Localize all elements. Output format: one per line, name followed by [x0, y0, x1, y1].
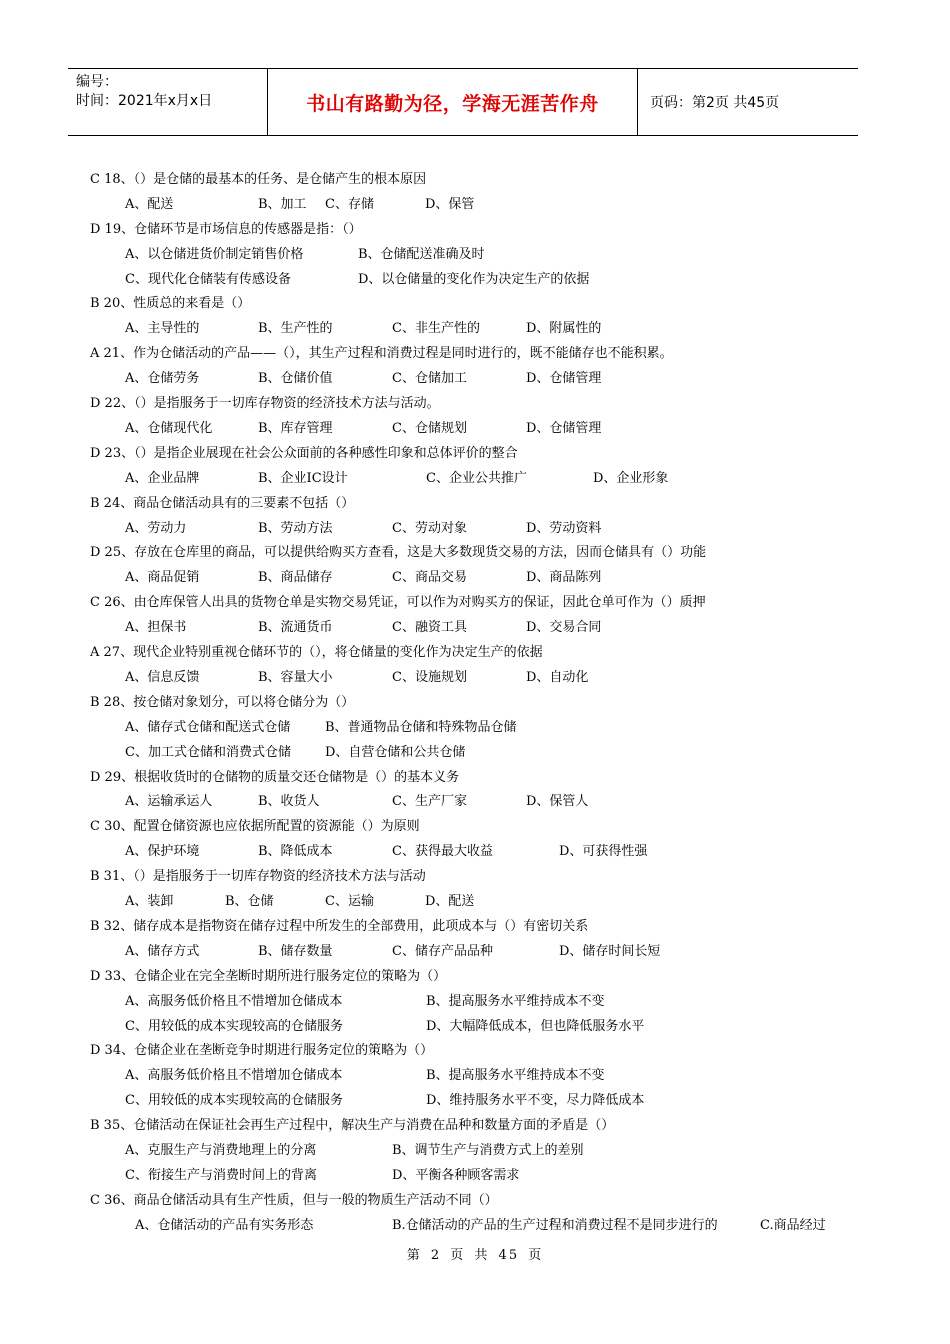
answer-option: A、担保书 [125, 620, 187, 636]
answer-option: A、装卸 [125, 894, 174, 910]
option-row [90, 367, 850, 392]
answer-option: A、仓储劳务 [125, 371, 200, 387]
answer-option: D、储存时间长短 [559, 943, 661, 959]
answer-option: A、配送 [125, 196, 174, 212]
answer-option: C、劳动对象 [392, 520, 467, 536]
answer-option: D、自营仓储和公共仓储 [325, 744, 466, 760]
question-stem: D 34、仓储企业在垄断竞争时期进行服务定位的策略为（） [90, 1043, 434, 1059]
option-row [90, 1015, 850, 1040]
answer-option: A、高服务低价格且不惜增加仓储成本 [125, 993, 343, 1009]
answer-option: B、库存管理 [258, 420, 333, 436]
option-row [90, 890, 850, 915]
answer-option: A、克服生产与消费地理上的分离 [125, 1143, 317, 1159]
footer-page-number: 第 2 页 共 45 页 [406, 1248, 544, 1263]
question-list [90, 168, 850, 1239]
answer-option: B、商品储存 [258, 570, 333, 586]
question-stem: C 26、由仓库保管人出具的货物仓单是实物交易凭证，可以作为对购买方的保证，因此仓单可作为（）质押 [90, 595, 706, 611]
option-row [90, 716, 850, 741]
answer-option: C、储存产品品种 [392, 943, 493, 959]
option-row [90, 517, 850, 542]
answer-option: D、商品陈列 [526, 570, 602, 586]
answer-option: D、平衡各种顾客需求 [392, 1167, 520, 1183]
answer-option: A、仓储现代化 [125, 420, 213, 436]
answer-option: A、储存式仓储和配送式仓储 [125, 719, 291, 735]
answer-option: C、存储 [325, 196, 374, 212]
option-row [90, 1139, 850, 1164]
answer-option: B、收货人 [258, 794, 320, 810]
answer-option: B、生产性的 [258, 321, 333, 337]
answer-option: D、附属性的 [526, 321, 602, 337]
question-stem: D 22、（）是指服务于一切库存物资的经济技术方法与活动。 [90, 396, 440, 412]
answer-option: D、自动化 [526, 669, 589, 685]
answer-option: A、主导性的 [125, 321, 200, 337]
option-row [90, 467, 850, 492]
question-stem: D 23、（）是指企业展现在社会公众面前的各种感性印象和总体评价的整合 [90, 445, 518, 461]
answer-option: B、仓储 [225, 894, 274, 910]
question-stem: D 25、存放在仓库里的商品，可以提供给购买方查看，这是大多数现货交易的方法，因而仓储具有（）功能 [90, 545, 707, 561]
answer-option: C、用较低的成本实现较高的仓储服务 [125, 1018, 343, 1034]
question-stem: B 35、仓储活动在保证社会再生产过程中，解决生产与消费在品种和数量方面的矛盾是（） [90, 1118, 615, 1134]
option-row [90, 790, 850, 815]
answer-option: C、加工式仓储和消费式仓储 [125, 744, 291, 760]
option-row [90, 616, 850, 641]
question-stem: B 28、按仓储对象划分，可以将仓储分为（） [90, 694, 355, 710]
question-stem: B 32、储存成本是指物资在储存过程中所发生的全部费用，此项成本与（）有密切关系 [90, 918, 589, 934]
answer-option: C、现代化仓储装有传感设备 [125, 271, 291, 287]
answer-option: C、仓储规划 [392, 420, 467, 436]
question-stem: C 30、配置仓储资源也应依据所配置的资源能（）为原则 [90, 819, 420, 835]
answer-option: B、普通物品仓储和特殊物品仓储 [325, 719, 517, 735]
header-page-number: 页码：第2页 共45页 [650, 95, 780, 111]
option-row [90, 840, 850, 865]
answer-option: C、非生产性的 [392, 321, 480, 337]
question-stem: D 33、仓储企业在完全垄断时期所进行服务定位的策略为（） [90, 968, 447, 984]
answer-option: D、仓储管理 [526, 371, 602, 387]
answer-option: C、生产厂家 [392, 794, 467, 810]
option-row [90, 666, 850, 691]
option-row [90, 317, 850, 342]
question-stem: B 24、商品仓储活动具有的三要素不包括（） [90, 495, 355, 511]
question-stem: D 19、仓储环节是市场信息的传感器是指：（） [90, 221, 362, 237]
answer-option: B、降低成本 [258, 844, 333, 860]
option-row [90, 417, 850, 442]
answer-option: D、大幅降低成本，但也降低服务水平 [426, 1018, 645, 1034]
answer-option: B、提高服务水平维持成本不变 [426, 1068, 605, 1084]
answer-option: A、储存方式 [125, 943, 200, 959]
answer-option: A、信息反馈 [125, 669, 200, 685]
answer-option: B、加工 [258, 196, 307, 212]
answer-option: A、企业品牌 [125, 470, 200, 486]
answer-option: B.仓储活动的产品的生产过程和消费过程不是同步进行的 [392, 1217, 718, 1233]
answer-option: B、调节生产与消费方式上的差别 [392, 1143, 584, 1159]
answer-option: C、企业公共推广 [426, 470, 527, 486]
option-row [90, 1164, 850, 1189]
option-row [90, 990, 850, 1015]
question-stem: A 21、作为仓储活动的产品——（），其生产过程和消费过程是同时进行的，既不能储存也不能积累。 [90, 346, 673, 362]
answer-option: C、融资工具 [392, 620, 467, 636]
answer-option: A、保护环境 [125, 844, 200, 860]
answer-option: A、仓储活动的产品有实务形态 [135, 1217, 314, 1233]
answer-option: D、劳动资料 [526, 520, 602, 536]
answer-option: C、用较低的成本实现较高的仓储服务 [125, 1093, 343, 1109]
question-stem: A 27、现代企业特别重视仓储环节的（），将仓储量的变化作为决定生产的依据 [90, 645, 543, 661]
answer-option: B、储存数量 [258, 943, 333, 959]
option-row [90, 193, 850, 218]
answer-option: A、高服务低价格且不惜增加仓储成本 [125, 1068, 343, 1084]
option-row [90, 1089, 850, 1114]
option-row [90, 1214, 850, 1239]
document-number-label: 编号： [76, 74, 118, 90]
answer-option: C、运输 [325, 894, 374, 910]
option-row [90, 1064, 850, 1089]
answer-option: C.商品经过 [760, 1217, 826, 1233]
answer-option: C、衔接生产与消费时间上的背离 [125, 1167, 317, 1183]
answer-option: B、容量大小 [258, 669, 333, 685]
document-header [68, 68, 858, 136]
question-stem: C 36、商品仓储活动具有生产性质，但与一般的物质生产活动不同（） [90, 1192, 498, 1208]
answer-option: D、以仓储量的变化作为决定生产的依据 [358, 271, 590, 287]
answer-option: C、仓储加工 [392, 371, 467, 387]
answer-option: A、以仓储进货价制定销售价格 [125, 246, 304, 262]
answer-option: A、运输承运人 [125, 794, 213, 810]
answer-option: C、获得最大收益 [392, 844, 493, 860]
question-stem: B 20、性质总的来看是（） [90, 296, 251, 312]
answer-option: C、商品交易 [392, 570, 467, 586]
answer-option: D、仓储管理 [526, 420, 602, 436]
document-time-label: 时间：2021年x月x日 [76, 93, 213, 109]
option-row [90, 566, 850, 591]
option-row [90, 741, 850, 766]
header-left-cell [68, 69, 268, 135]
option-row [90, 940, 850, 965]
answer-option: D、可获得性强 [559, 844, 648, 860]
answer-option: D、交易合同 [526, 620, 602, 636]
answer-option: D、维持服务水平不变，尽力降低成本 [426, 1093, 645, 1109]
question-stem: D 29、根据收货时的仓储物的质量交还仓储物是（）的基本义务 [90, 769, 460, 785]
answer-option: B、企业IC设计 [258, 470, 348, 486]
header-motto: 书山有路勤为径，学海无涯苦作舟 [268, 69, 638, 135]
answer-option: D、保管人 [526, 794, 589, 810]
question-stem: C 18、（）是仓储的最基本的任务、是仓储产生的根本原因 [90, 172, 427, 187]
option-row [90, 268, 850, 293]
answer-option: D、配送 [425, 894, 475, 910]
answer-option: B、提高服务水平维持成本不变 [426, 993, 605, 1009]
question-stem: B 31、（）是指服务于一切库存物资的经济技术方法与活动 [90, 869, 426, 885]
option-row [90, 243, 850, 268]
answer-option: D、企业形象 [593, 470, 669, 486]
answer-option: C、设施规划 [392, 669, 467, 685]
answer-option: A、劳动力 [125, 520, 187, 536]
answer-option: D、保管 [425, 196, 475, 212]
page-footer [0, 1244, 950, 1263]
answer-option: B、劳动方法 [258, 520, 333, 536]
answer-option: B、仓储价值 [258, 371, 333, 387]
answer-option: B、流通货币 [258, 620, 333, 636]
answer-option: A、商品促销 [125, 570, 200, 586]
answer-option: B、仓储配送准确及时 [358, 246, 485, 262]
